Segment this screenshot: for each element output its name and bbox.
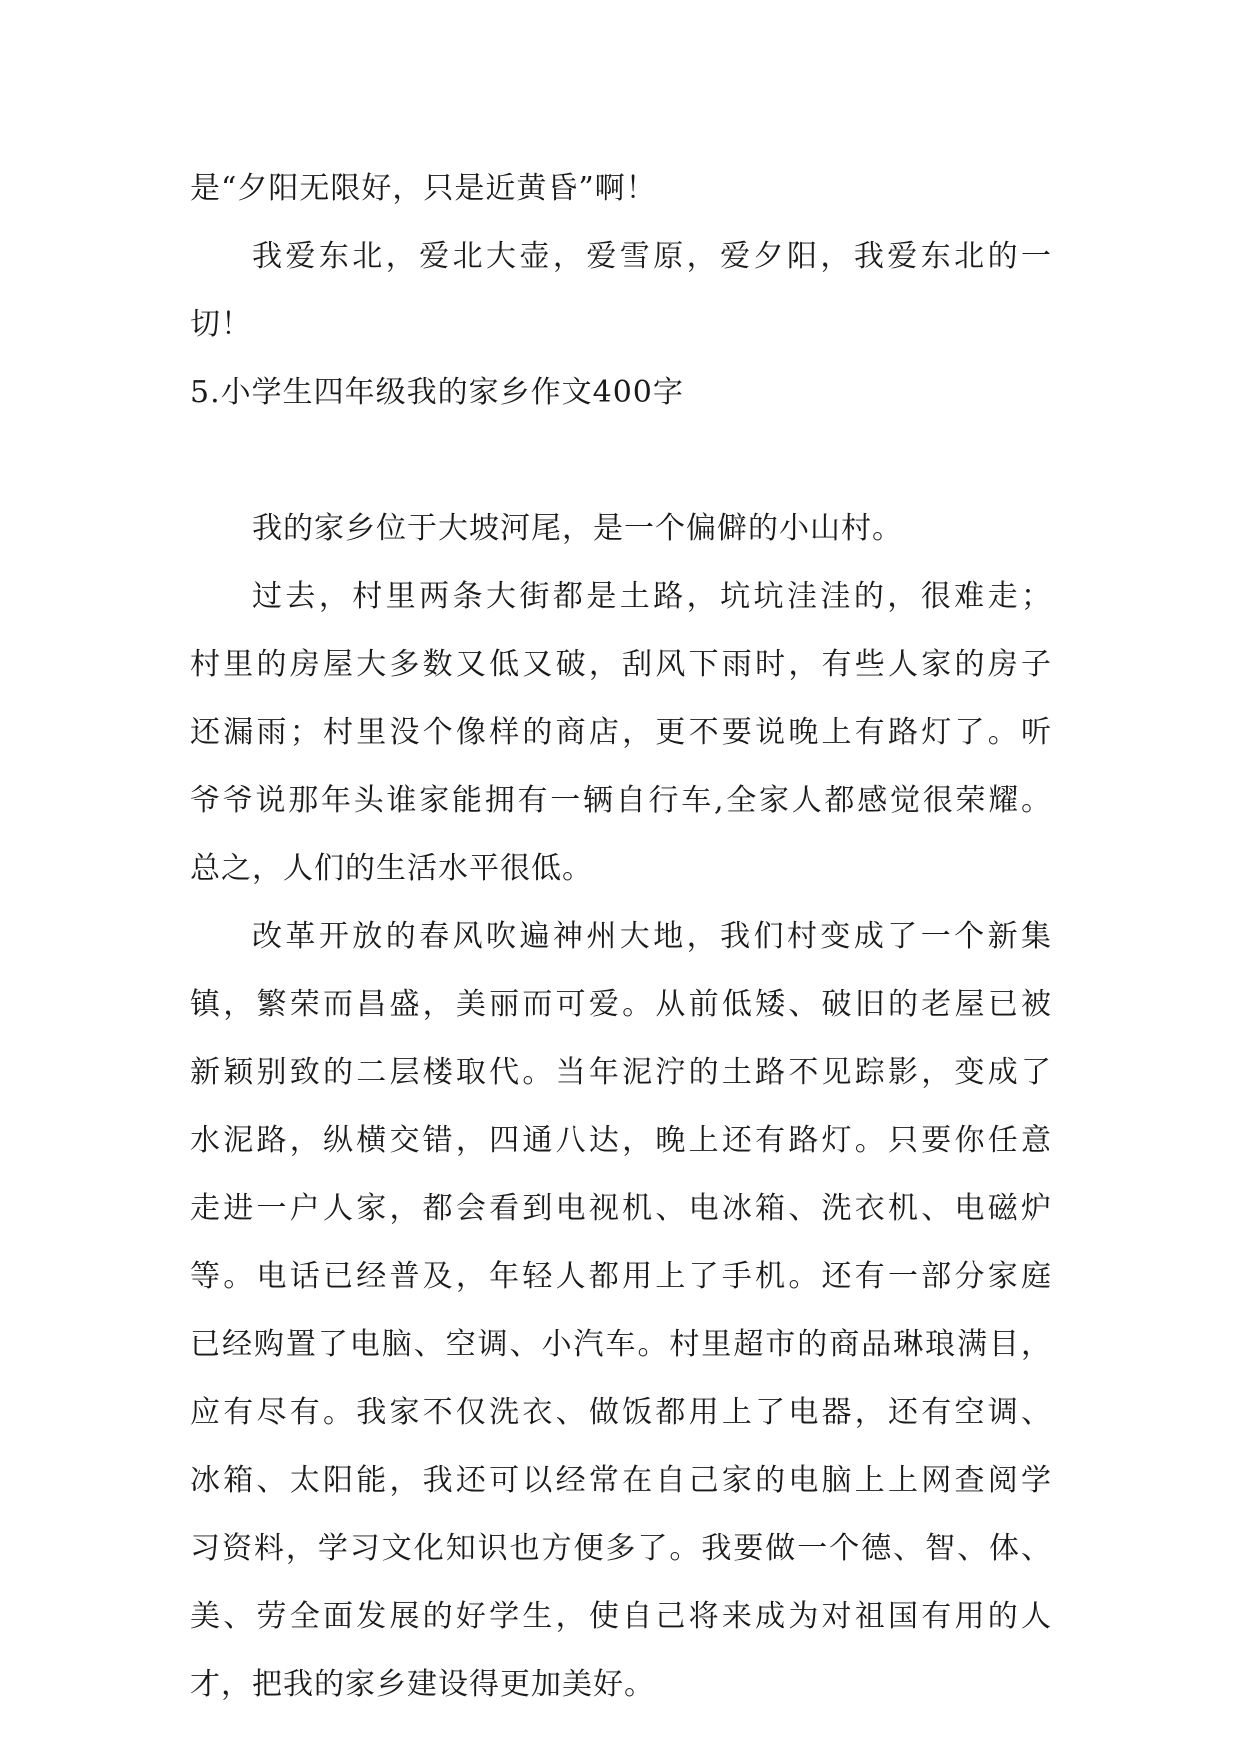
paragraph-line: 改革开放的春风吹遍神州大地，我们村变成了一个新集: [252, 919, 1052, 954]
paragraph-line: 爷爷说那年头谁家能拥有一辆自行车,全家人都感觉很荣耀。: [190, 783, 1052, 818]
paragraph-line: 我爱东北，爱北大壶，爱雪原，爱夕阳，我爱东北的一: [252, 239, 1052, 274]
paragraph-line: 习资料，学习文化知识也方便多了。我要做一个德、智、体、: [190, 1531, 1052, 1566]
blank-line: [190, 427, 1052, 495]
essay-text: [190, 155, 1052, 1719]
paragraph-line: 村里的房屋大多数又低又破，刮风下雨时，有些人家的房子: [190, 647, 1052, 682]
paragraph-line: 切！: [190, 307, 252, 342]
paragraph-line: 才，把我的家乡建设得更加美好。: [190, 1667, 655, 1702]
paragraph-line: 冰箱、太阳能，我还可以经常在自己家的电脑上上网查阅学: [190, 1463, 1052, 1498]
paragraph-line: 应有尽有。我家不仅洗衣、做饭都用上了电器，还有空调、: [190, 1395, 1052, 1430]
paragraph-line: 还漏雨；村里没个像样的商店，更不要说晚上有路灯了。听: [190, 715, 1052, 750]
section-heading: 5.小学生四年级我的家乡作文400字: [190, 375, 684, 410]
paragraph-line: 我的家乡位于大坡河尾，是一个偏僻的小山村。: [252, 511, 903, 546]
paragraph-line: 走进一户人家，都会看到电视机、电冰箱、洗衣机、电磁炉: [190, 1191, 1052, 1226]
paragraph-line: 已经购置了电脑、空调、小汽车。村里超市的商品琳琅满目，: [190, 1327, 1052, 1362]
paragraph-line: 美、劳全面发展的好学生，使自己将来成为对祖国有用的人: [190, 1599, 1052, 1634]
paragraph-line: 总之，人们的生活水平很低。: [190, 851, 593, 886]
paragraph-line: 新颖别致的二层楼取代。当年泥泞的土路不见踪影，变成了: [190, 1055, 1052, 1090]
paragraph-line: 是“夕阳无限好，只是近黄昏”啊！: [190, 171, 657, 206]
paragraph-line: 水泥路，纵横交错，四通八达，晚上还有路灯。只要你任意: [190, 1123, 1052, 1158]
paragraph-line: 等。电话已经普及，年轻人都用上了手机。还有一部分家庭: [190, 1259, 1052, 1294]
paragraph-line: 镇，繁荣而昌盛，美丽而可爱。从前低矮、破旧的老屋已被: [190, 987, 1052, 1022]
paragraph-line: 过去，村里两条大街都是土路，坑坑洼洼的，很难走；: [252, 579, 1052, 614]
